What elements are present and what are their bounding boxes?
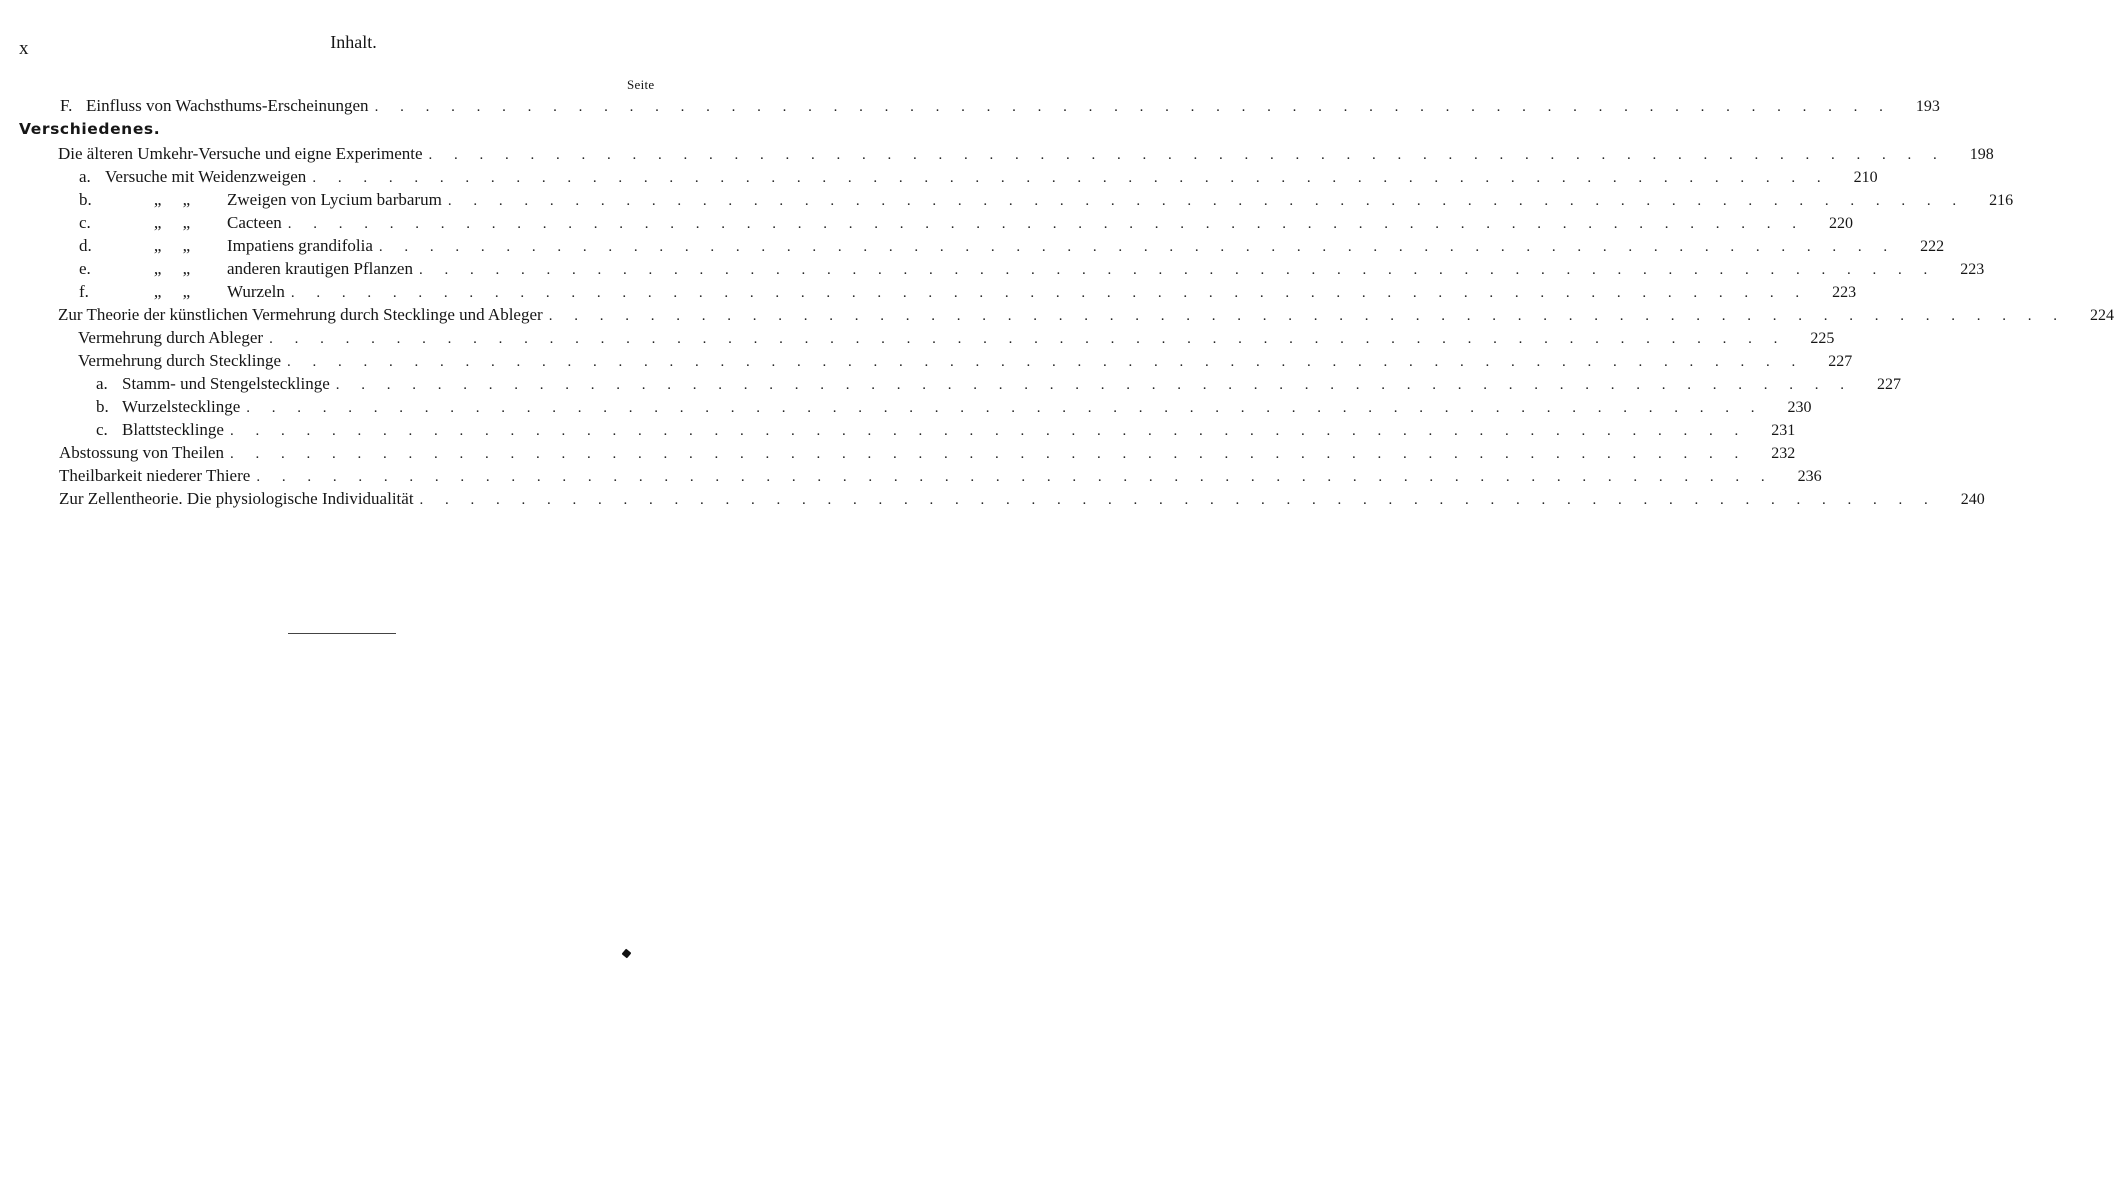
toc-entry-title xyxy=(79,234,373,257)
toc-page-number: 240 xyxy=(1960,491,1985,508)
toc-entry xyxy=(0,234,1945,257)
toc-entry-text: Versuche mit Weidenzweigen xyxy=(105,167,307,186)
toc-entry-title xyxy=(59,464,250,487)
toc-entry-title xyxy=(59,441,224,464)
toc-entry xyxy=(0,280,1857,303)
toc-entry-title xyxy=(96,418,224,441)
toc-entry-label: a. xyxy=(79,167,91,186)
dot-leader: . . . . . . . . . . . . . . . . . . . . . . . . . . . . . . . . . . . . . . . . . . . . . . . . . . . . . . . . . . . . xyxy=(312,170,1830,186)
toc-entry-label: b. xyxy=(79,190,92,209)
toc-entry-text: Einfluss von Wachsthums-Erscheinungen xyxy=(86,96,369,115)
toc-entry xyxy=(0,441,1796,464)
toc-entry xyxy=(0,372,1901,395)
toc-entry-text: Die älteren Umkehr-Versuche und eigne Experimente xyxy=(58,144,423,163)
toc-page-number: 230 xyxy=(1787,399,1812,416)
toc-entry xyxy=(0,303,2114,326)
toc-entry-title xyxy=(59,487,414,510)
toc-entry-title xyxy=(79,280,285,303)
toc-page-number: 210 xyxy=(1853,169,1878,186)
dot-leader: . . . . . . . . . . . . . . . . . . . . . . . . . . . . . . . . . . . . . . . . . . . . . . . . . . . . . . . . . . . . xyxy=(548,308,2066,324)
ditto-marks: „ „ xyxy=(153,213,191,232)
toc-entry xyxy=(0,326,1835,349)
toc-entry-text: Stamm- und Stengelstecklinge xyxy=(122,374,330,393)
toc-page-number: 193 xyxy=(1915,98,1940,115)
toc-entry-text: Vermehrung durch Ableger xyxy=(78,328,264,347)
dot-leader: . . . . . . . . . . . . . . . . . . . . . . . . . . . . . . . . . . . . . . . . . . . . . . . . . . . . . . . . . . . . xyxy=(378,239,1897,255)
toc-page-number: 227 xyxy=(1828,353,1853,370)
toc-entry-text: Impatiens grandifolia xyxy=(227,236,373,255)
toc-entry-label: F. xyxy=(60,96,73,115)
dot-leader: . . . . . . . . . . . . . . . . . . . . . . . . . . . . . . . . . . . . . . . . . . . . . . . . . . . . . . . . . . . . xyxy=(447,193,1966,209)
toc-page-number: 231 xyxy=(1771,422,1796,439)
toc-page-number: 223 xyxy=(1832,284,1857,301)
dot-leader: . . . . . . . . . . . . . . . . . . . . . . . . . . . . . . . . . . . . . . . . . . . . . . . . . . . . . . . . . . . . xyxy=(335,377,1853,393)
toc-entry-label: d. xyxy=(79,236,92,255)
toc-entry-text: Zweigen von Lycium barbarum xyxy=(227,190,442,209)
toc-entry-text: Wurzelstecklinge xyxy=(122,397,241,416)
toc-entry-text: Abstossung von Theilen xyxy=(59,443,224,462)
toc-entry xyxy=(0,395,1812,418)
toc-entry-title xyxy=(96,395,240,418)
table-of-contents xyxy=(0,94,2114,510)
toc-page-number: 222 xyxy=(1920,238,1945,255)
page-number: x xyxy=(19,38,29,59)
toc-entry xyxy=(0,211,1853,234)
ditto-marks: „ „ xyxy=(153,190,191,209)
toc-entry-text: Wurzeln xyxy=(227,282,285,301)
toc-section-heading xyxy=(0,117,707,142)
toc-page-number: 227 xyxy=(1877,376,1901,393)
toc-entry-label: e. xyxy=(79,259,91,278)
dot-leader: . . . . . . . . . . . . . . . . . . . . . . . . . . . . . . . . . . . . . . . . . . . . . . . . . . . . . . . . . . . . xyxy=(256,469,1774,485)
toc-entry-title xyxy=(58,142,423,165)
toc-entry-text: Zur Theorie der künstlichen Vermehrung durch Stecklinge und Ableger xyxy=(58,305,543,324)
toc-entry-title xyxy=(19,117,160,142)
dot-leader: . . . . . . . . . . . . . . . . . . . . . . . . . . . . . . . . . . . . . . . . . . . . . . . . . . . . . . . . . . . . xyxy=(246,400,1764,416)
dot-leader: . . . . . . . . . . . . . . . . . . . . . . . . . . . . . . . . . . . . . . . . . . . . . . . . . . . . . . . . . . . . xyxy=(229,446,1748,462)
toc-entry-text: anderen krautigen Pflanzen xyxy=(227,259,413,278)
toc-entry xyxy=(0,165,1878,188)
toc-entry-title xyxy=(58,303,543,326)
page-column-label: Seite xyxy=(627,77,655,92)
toc-page-number: 224 xyxy=(2089,307,2114,324)
dot-leader: . . . . . . . . . . . . . . . . . . . . . . . . . . . . . . . . . . . . . . . . . . . . . . . . . . . . . . . . . . . . xyxy=(229,423,1748,439)
toc-entry-text: Blattstecklinge xyxy=(122,420,224,439)
toc-page-number: 223 xyxy=(1960,261,1985,278)
ditto-marks: „ „ xyxy=(153,259,191,278)
dot-leader: . . . . . . . . . . . . . . . . . . . . . . . . . . . . . . . . . . . . . . . . . . . . . . . . . . . . . . . . . . . . xyxy=(428,147,1946,163)
page-title: Inhalt. xyxy=(330,32,377,52)
toc-entry-text: Vermehrung durch Stecklinge xyxy=(78,351,281,370)
toc-entry-title xyxy=(60,94,369,117)
toc-entry xyxy=(0,418,1796,441)
end-rule xyxy=(288,633,396,634)
toc-page-number: 232 xyxy=(1771,445,1796,462)
toc-entry-title xyxy=(96,372,330,395)
toc-entry-label: c. xyxy=(96,420,108,439)
toc-entry xyxy=(0,188,2014,211)
dot-leader: . . . . . . . . . . . . . . . . . . . . . . . . . . . . . . . . . . . . . . . . . . . . . . . . . . . . . . . . . . . . xyxy=(418,262,1937,278)
ditto-marks: „ „ xyxy=(153,236,191,255)
toc-page-number: 216 xyxy=(1989,192,2014,209)
toc-entry-label: b. xyxy=(96,397,109,416)
toc-page-number: 225 xyxy=(1810,330,1835,347)
toc-entry xyxy=(0,464,1822,487)
toc-entry-text: Cacteen xyxy=(227,213,282,232)
ditto-marks: „ „ xyxy=(153,282,191,301)
dot-leader: . . . . . . . . . . . . . . . . . . . . . . . . . . . . . . . . . . . . . . . . . . . . . . . . . . . . . . . . . . . . xyxy=(287,216,1805,232)
toc-entry-label: c. xyxy=(79,213,91,232)
ink-speck xyxy=(622,949,632,959)
dot-leader: . . . . . . . . . . . . . . . . . . . . . . . . . . . . . . . . . . . . . . . . . . . . . . . . . . . . . . . . . . . . xyxy=(269,331,1787,347)
toc-page-number: 198 xyxy=(1969,146,1994,163)
toc-entry-text: Zur Zellentheorie. Die physiologische Individualität xyxy=(59,489,414,508)
dot-leader: . . . . . . . . . . . . . . . . . . . . . . . . . . . . . . . . . . . . . . . . . . . . . . . . . . . . . . . . . . . . xyxy=(374,99,1892,115)
dot-leader: . . . . . . . . . . . . . . . . . . . . . . . . . . . . . . . . . . . . . . . . . . . . . . . . . . . . . . . . . . . . xyxy=(287,354,1805,370)
toc-entry xyxy=(0,142,1994,165)
dot-leader: . . . . . . . . . . . . . . . . . . . . . . . . . . . . . . . . . . . . . . . . . . . . . . . . . . . . . . . . . . . . xyxy=(419,492,1937,508)
toc-entry-title xyxy=(78,326,263,349)
toc-entry-title xyxy=(79,211,282,234)
toc-entry xyxy=(0,94,1940,117)
toc-entry-title xyxy=(79,188,442,211)
toc-entry xyxy=(0,487,1985,510)
toc-page-number: 220 xyxy=(1829,215,1853,232)
toc-entry-title xyxy=(79,257,413,280)
toc-entry-label: f. xyxy=(79,282,89,301)
toc-entry-title xyxy=(79,165,306,188)
toc-entry xyxy=(0,257,1985,280)
toc-entry xyxy=(0,349,1853,372)
dot-leader: . . . . . . . . . . . . . . . . . . . . . . . . . . . . . . . . . . . . . . . . . . . . . . . . . . . . . . . . . . . . xyxy=(290,285,1809,301)
toc-page-number: 236 xyxy=(1797,468,1822,485)
toc-entry-label: a. xyxy=(96,374,108,393)
toc-entry-text: Verschiedenes. xyxy=(19,120,161,138)
toc-entry-text: Theilbarkeit niederer Thiere xyxy=(59,466,251,485)
toc-entry-title xyxy=(78,349,281,372)
